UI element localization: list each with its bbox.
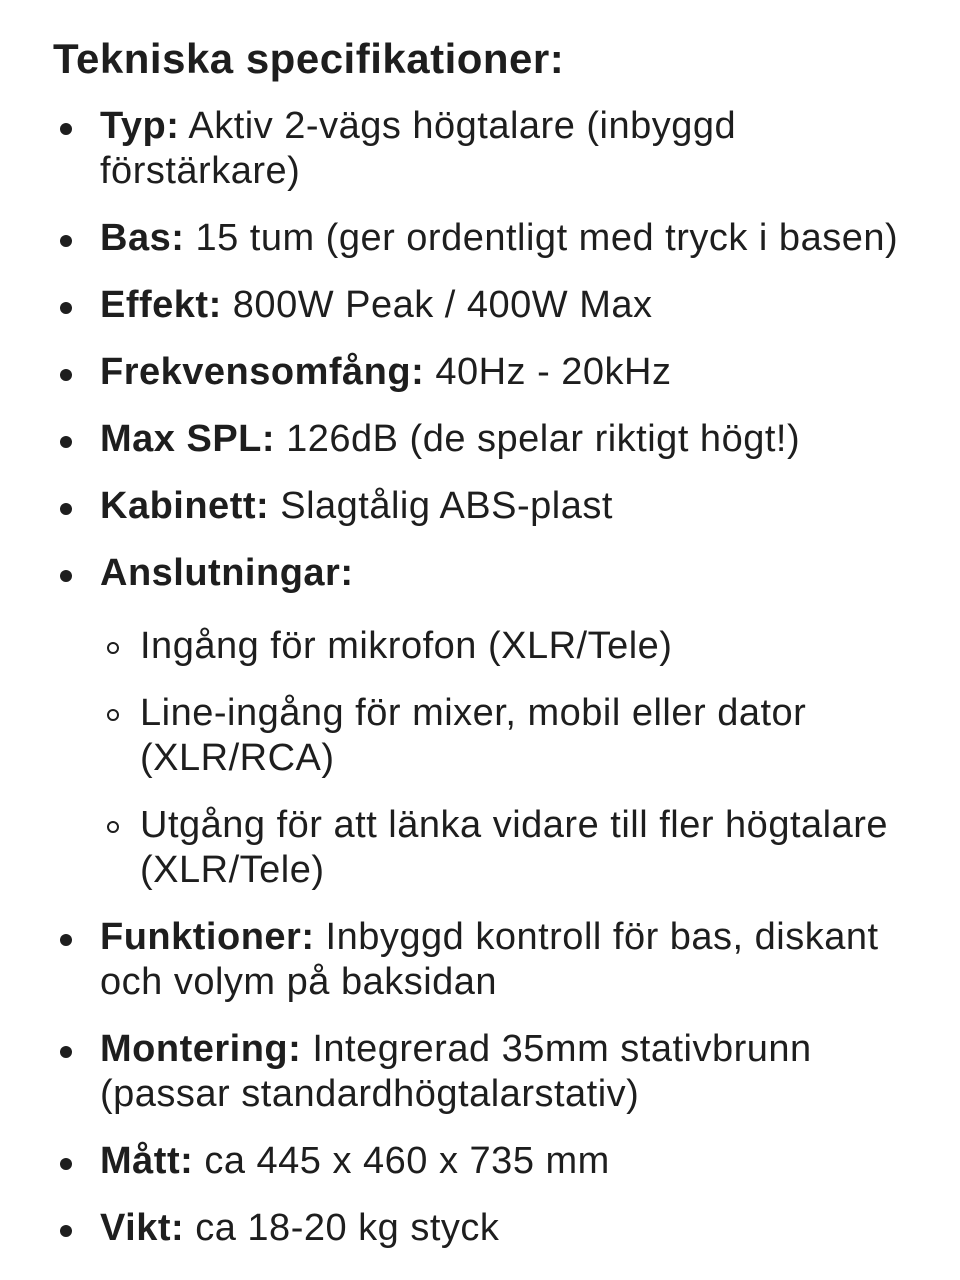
spec-label: Max SPL:: [100, 418, 276, 460]
spec-item: [53, 1027, 900, 1117]
bullet-icon: [60, 123, 72, 135]
bullet-icon: [60, 235, 72, 247]
connection-text: Utgång för att länka vidare till fler högtalare (XLR/Tele): [140, 804, 889, 891]
spec-item: [53, 216, 900, 261]
connection-item: [100, 691, 900, 781]
connection-text: Line-ingång för mixer, mobil eller dator (XLR/RCA): [140, 692, 807, 779]
spec-label: Frekvensomfång:: [100, 351, 425, 393]
circle-bullet-icon: [107, 709, 119, 721]
bullet-icon: [60, 503, 72, 515]
spec-item: [53, 283, 900, 328]
spec-value: 800W Peak / 400W Max: [232, 284, 653, 326]
spec-value: ca 18-20 kg styck: [195, 1207, 500, 1249]
spec-label: Vikt:: [100, 1207, 185, 1249]
spec-value: Aktiv 2-vägs högtalare (inbyggd förstärkare): [100, 105, 737, 192]
spec-item-connections: [53, 551, 900, 893]
spec-item: [53, 1206, 900, 1251]
connection-item: [100, 624, 900, 669]
connection-item: [100, 803, 900, 893]
bullet-icon: [60, 436, 72, 448]
spec-list: [53, 104, 900, 1251]
spec-label: Mått:: [100, 1140, 194, 1182]
connection-text: Ingång för mikrofon (XLR/Tele): [140, 625, 673, 667]
spec-value: ca 445 x 460 x 735 mm: [204, 1140, 610, 1182]
spec-label: Effekt:: [100, 284, 222, 326]
page-title: Tekniska specifikationer:: [53, 35, 565, 82]
circle-bullet-icon: [107, 821, 119, 833]
spec-value: 15 tum (ger ordentligt med tryck i basen): [195, 217, 899, 259]
circle-bullet-icon: [107, 642, 119, 654]
spec-item: [53, 104, 900, 194]
connections-list: [100, 624, 900, 893]
bullet-icon: [60, 1046, 72, 1058]
spec-item: [53, 915, 900, 1005]
spec-item: [53, 1139, 900, 1184]
bullet-icon: [60, 934, 72, 946]
spec-value: 40Hz - 20kHz: [435, 351, 672, 393]
spec-value: Inbyggd kontroll för bas, diskant och volym på baksidan: [100, 916, 879, 1003]
spec-value: Integrerad 35mm stativbrunn (passar standardhögtalarstativ): [100, 1028, 812, 1115]
bullet-icon: [60, 1225, 72, 1237]
spec-label: Kabinett:: [100, 485, 270, 527]
bullet-icon: [60, 302, 72, 314]
spec-item: [53, 484, 900, 529]
spec-label: Montering:: [100, 1028, 302, 1070]
spec-value: Slagtålig ABS-plast: [280, 485, 613, 527]
spec-label: Anslutningar:: [100, 552, 354, 594]
spec-label: Funktioner:: [100, 916, 315, 958]
spec-label: Typ:: [100, 105, 180, 147]
spec-item: [53, 350, 900, 395]
spec-value: 126dB (de spelar riktigt högt!): [286, 418, 801, 460]
spec-item: [53, 417, 900, 462]
bullet-icon: [60, 1158, 72, 1170]
bullet-icon: [60, 570, 72, 582]
bullet-icon: [60, 369, 72, 381]
spec-label: Bas:: [100, 217, 185, 259]
